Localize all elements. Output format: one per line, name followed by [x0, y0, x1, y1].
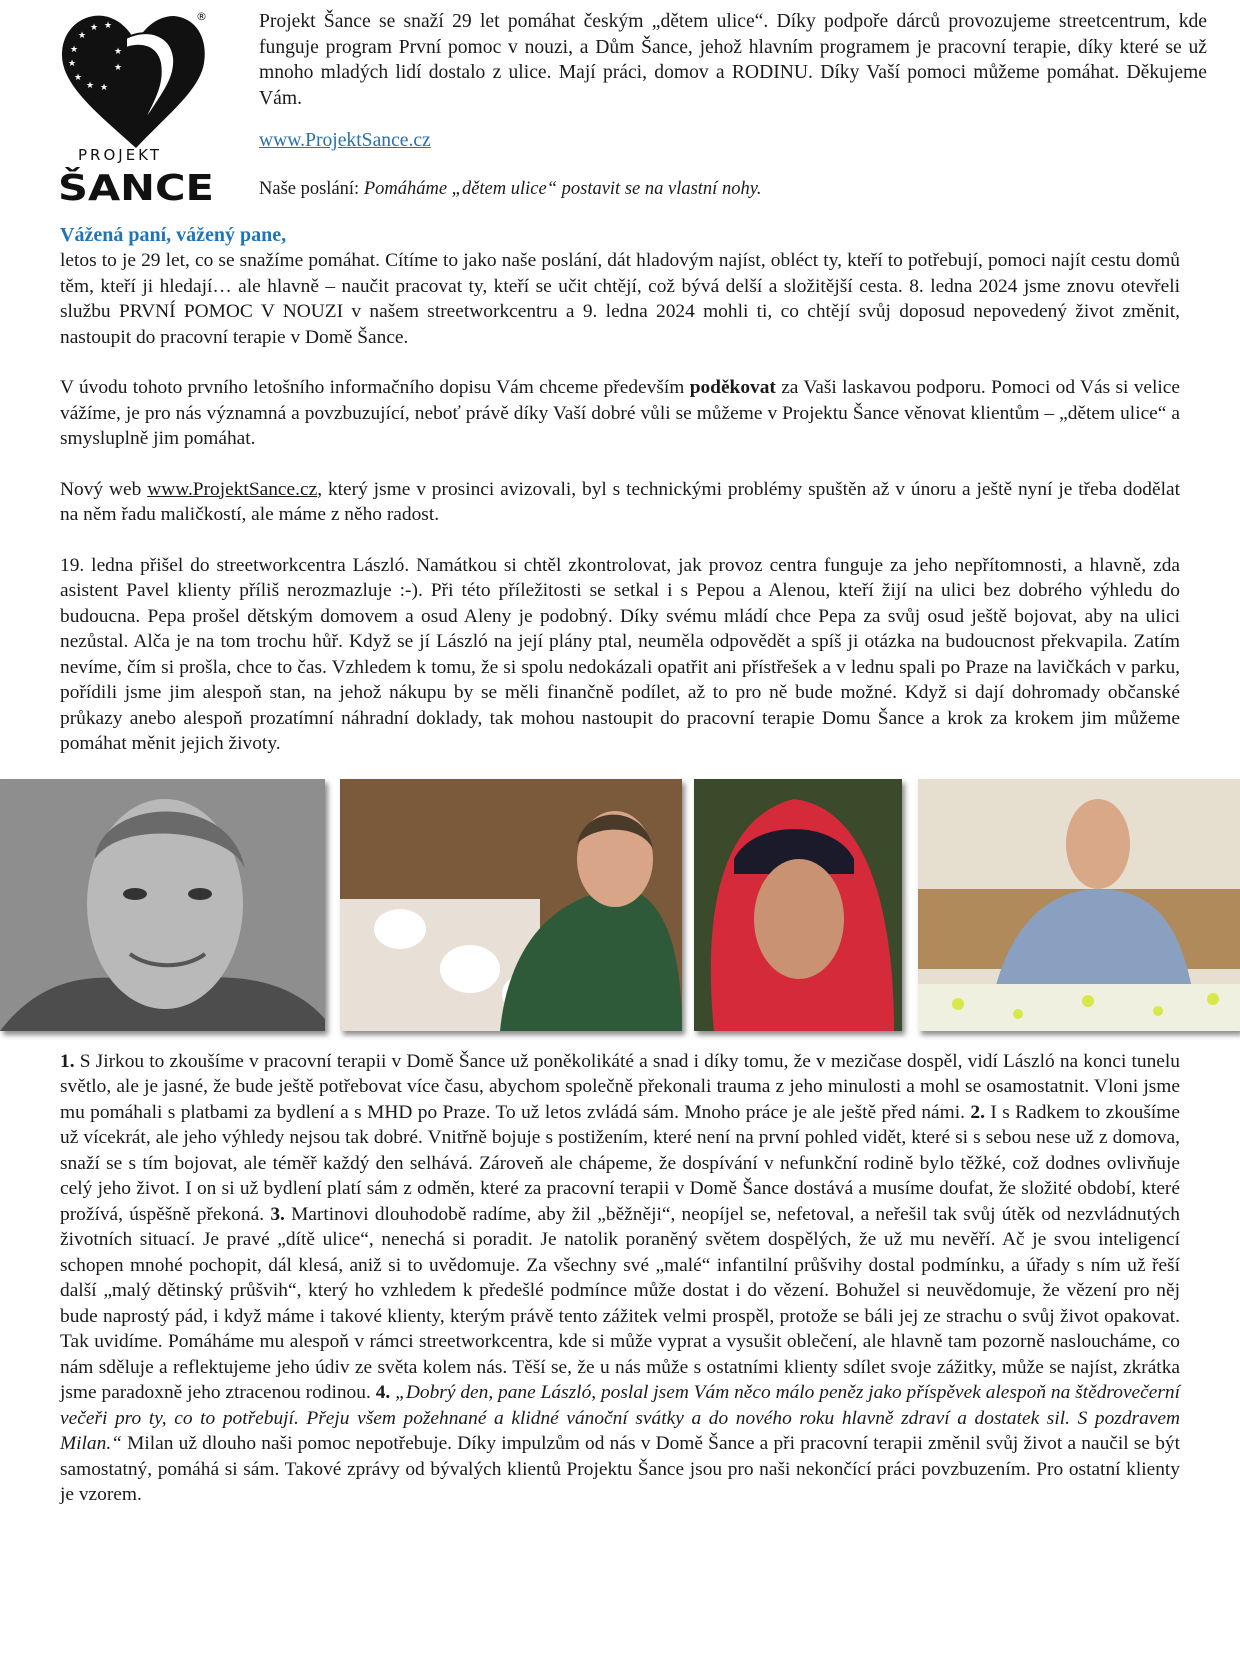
story-number-4: 4.: [375, 1382, 391, 1403]
paragraph-laszlo-visit: 19. ledna přišel do streetworkcentra László. Namátkou si chtěl zkontrolovat, jak provoz centra funguje za jeho nepřítomnosti, a hlavně, zda asistent Pavel klienty příliš nerozmazluje :-). Při této příležitosti se setkal i s Pepou a Alenou, kteří žijí na ulici bez dobrého výhledu do budoucna. Pepa prošel dětským domovem a osud Aleny je podobný. Díky svému mládí chce Pepa za svůj osud ještě bojovat, aby na ulici nezůstal. Alča je na tom trochu hůř. Když se jí László na její plány ptal, neuměla odpovědět a spíš ji otázka na budoucnost překvapila. Zatím nevíme, čím si prošla, chce to čas. Vzhledem k tomu, že si spolu nedokázali opatřit ani přístřešek a v lednu spali po Praze na lavičkách v parku, pořídili jsme jim alespoň stan, na jehož nákupu by se měli finančně podílet, až to pro ně bude možné. Když si dají dohromady občanské průkazy anebo alespoň prozatímní náhradní doklady, tak mohou nastoupit do pracovní terapie Domu Šance a krok za krokem jim můžeme pomáhat měnit jejich životy.: [60, 554, 1180, 754]
paragraph-spacer: [60, 528, 1180, 553]
story-number-3: 3.: [270, 1203, 285, 1225]
projekt-sance-logo: [56, 8, 216, 204]
client-stories: [60, 1049, 1180, 1518]
mission-label: Naše poslání:: [259, 179, 360, 199]
letter-body: [60, 210, 1180, 757]
inline-website-link[interactable]: www.ProjektSance.cz: [147, 478, 318, 500]
svg-text:★: ★: [90, 23, 99, 33]
paragraph-text: V úvodu tohoto prvního letošního informačního dopisu Vám chceme především: [60, 377, 690, 398]
client-photo-1: [0, 779, 325, 1031]
mission-text: Pomáháme „dětem ulice“ postavit se na vlastní nohy.: [363, 179, 762, 199]
thanks-emphasis: poděkovat: [689, 377, 776, 398]
paragraph-thanks: [60, 375, 1180, 452]
svg-text:★: ★: [114, 47, 123, 57]
website-link[interactable]: www.ProjektSance.cz: [259, 130, 431, 151]
heart-logo-icon: [56, 8, 216, 204]
story-text-2: I s Radkem to zkoušíme už vícekrát, ale jeho výhledy nejsou tak dobré. Vnitřně bojuje s postižením, které není na první pohled vidět, které si s sebou nese už z domova, snaží se s tím bojovat, ale téměř každý den selhává. Zároveň ale chápeme, že dospívání v nefunkční rodině bylo těžké, což dodnes ovlivňuje celý jeho život. I on si už bydlení platí sám z odměn, které za pracovní terapii v Domě Šance dostává a musíme doufat, že složité období, které prožívá, úspěšně překoná.: [60, 1101, 1180, 1225]
story-number-1: 1.: [60, 1050, 75, 1072]
client-photo-2: [340, 779, 682, 1031]
letter-header: [0, 0, 1240, 210]
story-text-1: S Jirkou to zkoušíme v pracovní terapii v Domě Šance už poněkolikáté a snad i díky tomu, že v mezičase dospěl, vidí László na konci tunelu světlo, ale je jasné, že bude ještě potřebovat více času, abychom společně překonali trauma z jeho minulosti a mohl se osamostatnit. Vloni jsme mu pomáhali s platbami za bydlení a s MHD po Praze. To už letos zvládá sám. Mnoho práce je ale ještě před námi.: [60, 1050, 1180, 1123]
svg-text:★: ★: [114, 63, 123, 73]
story-text-4: Milan už dlouho naši pomoc nepotřebuje. Díky impulzům od nás v Domě Šance a při pracovní terapii změnil svůj život a naučil se být samostatný, pomáhá si sám. Takové zprávy od bývalých klientů Projektu Šance jsou pro naši nekončící práci povzbuzením. Pro ostatní klienty je vzorem.: [60, 1433, 1180, 1505]
paragraph-new-web: [60, 477, 1180, 528]
intro-text: Projekt Šance se snaží 29 let pomáhat českým „dětem ulice“. Díky podpoře dárců provozujeme streetcentrum, kde funguje program První pomoc v nouzi, a Dům Šance, jehož hlavním programem je pracovní terapie, díky které se už mnoho mladých lidí dostalo z ulice. Mají práci, domov a RODINU. Díky Vaší pomoci můžeme pomáhat. Děkujeme Vám.: [259, 11, 1207, 109]
paragraph-text: za Vaši laskavou podporu. Pomoci od Vás si velice vážíme, je pro nás významná a povzbuzující, neboť právě díky Vaší dobré vůli se můžeme v Projektu Šance věnovat klientům – „dětem ulice“ a smysluplně jim pomáhat.: [60, 377, 1180, 449]
client-photo-4: [918, 779, 1240, 1031]
svg-text:★: ★: [74, 73, 83, 83]
story-number-2: 2.: [970, 1101, 985, 1123]
svg-text:★: ★: [104, 21, 113, 31]
paragraph-spacer: [60, 350, 1180, 375]
client-photo-3: [694, 779, 902, 1031]
letter-greeting: Vážená paní, vážený pane,: [60, 224, 287, 246]
logo-text-projekt: PROJEKT: [78, 146, 163, 164]
svg-text:★: ★: [70, 45, 79, 55]
logo-text-sance: ŠANCE: [58, 168, 193, 204]
registered-mark: ®: [196, 10, 207, 23]
mission-statement: [259, 177, 1207, 201]
paragraph-text: , který jsme v prosinci avizovali, byl s technickými problémy spuštěn až v únoru a ještě nyní je třeba dodělat na něm řadu maličkostí, ale máme z něho radost.: [60, 478, 1180, 525]
svg-text:★: ★: [86, 81, 95, 91]
svg-text:★: ★: [68, 59, 77, 69]
paragraph-spacer: [60, 452, 1180, 477]
story-text-3: Martinovi dlouhodobě radíme, aby žil „běžněji“, neopíjel se, nefetoval, a neřešil tak svůj útěk od nezvládnutých životních situací. Je pravé „dítě ulice“, nenechá si poradit. Je natolik poraněný světem dospělých, že už mu nevěří. Ač je svou inteligencí schopen mnohé pochopit, dál klesá, aniž si to uvědomuje. Za všechny své „malé“ infantilní průšvihy dostal podmínku, a úřady s ním už řeší další „malý dětinský průšvih“, který ho vzhledem k předešlé podmínce může dostat i do vězení. Bohužel si neuvědomuje, že vězení pro něj bude naprostý pád, i když máme i takové klienty, kterým právě tento zážitek velmi prospěl, protože se báli jej ze strachu o svůj život opakovat. Tak uvidíme. Pomáháme mu alespoň v rámci streetworkcentra, kde si může vyprat a vysušit oblečení, ale hlavně tam pozorně nasloucháme, co nám sděluje a reflektujeme jeho údiv ze světa kolem nás. Těší se, že u nás může s ostatními klienty sdílet svoje zážitky, může se najíst, zkrátka jsme paradoxně jeho ztracenou rodinou.: [60, 1203, 1180, 1403]
svg-text:★: ★: [78, 31, 87, 41]
intro-column: [259, 9, 1207, 201]
paragraph-text: Nový web: [60, 478, 148, 500]
story-quote-4: „Dobrý den, pane László, poslal jsem Vám něco málo peněz jako příspěvek alespoň na štědrovečerní večeři pro ty, co to potřebují. Přeju všem požehnané a klidné vánoční svátky a do nového roku hlavně zdraví a dostatek sil. S pozdravem Milan.“: [60, 1382, 1180, 1454]
paragraph-anniversary: letos to je 29 let, co se snažíme pomáhat. Cítíme to jako naše poslání, dát hladovým najíst, obléct ty, kteří to potřebují, pomoci najít cestu domů těm, kteří ji hledají… ale hlavně – naučit pracovat ty, kteří se učit chtějí, což bývá delší a složitější cesta. 8. ledna 2024 jsme znovu otevřeli službu PRVNÍ POMOC V NOUZI v našem streetworkcentru a 9. ledna 2024 mohli ti, co chtějí svůj doposud nepovedený život změnit, nastoupit do pracovní terapie v Domě Šance.: [60, 250, 1180, 348]
svg-text:★: ★: [100, 83, 109, 93]
client-photo-strip: [0, 779, 1240, 1037]
